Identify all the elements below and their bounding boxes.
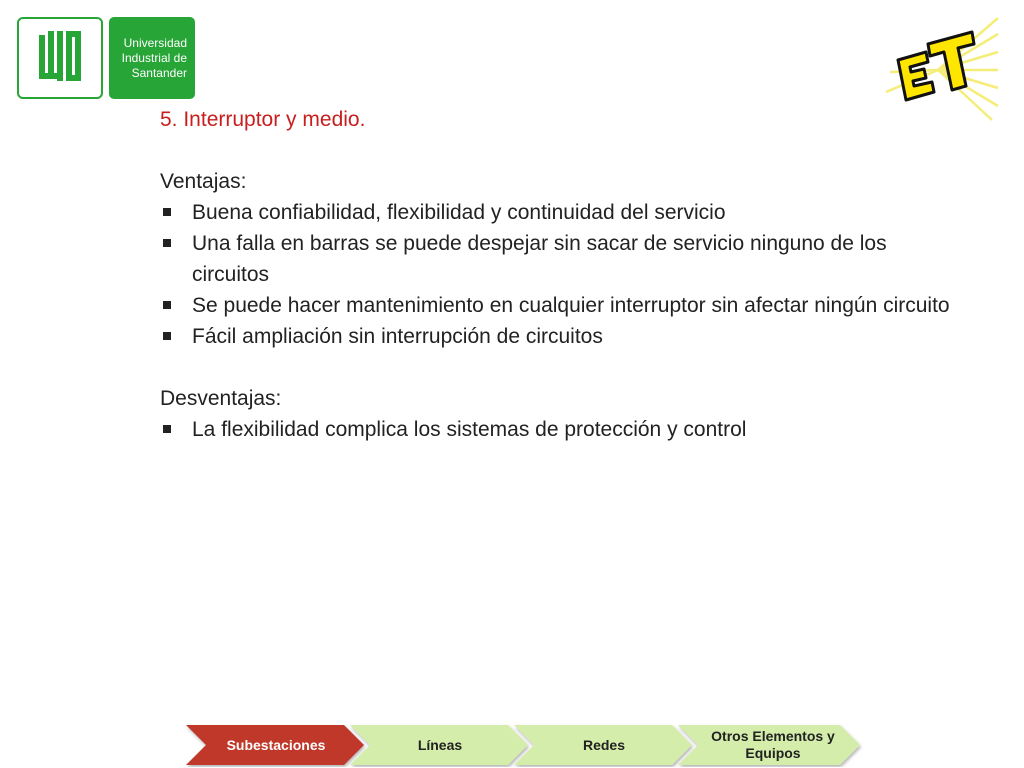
slide-content bbox=[160, 104, 950, 445]
list-item bbox=[160, 290, 950, 321]
square-bullet-icon bbox=[163, 332, 171, 340]
nav-item-lineas[interactable]: Líneas bbox=[417, 736, 463, 753]
advantages-list bbox=[160, 197, 950, 352]
nav-item-redes[interactable]: Redes bbox=[582, 736, 626, 753]
list-item bbox=[160, 321, 950, 352]
nav-item-subestaciones[interactable]: Subestaciones bbox=[226, 736, 326, 753]
slide-heading: 5. Interruptor y medio. bbox=[160, 108, 366, 131]
spacer bbox=[160, 135, 950, 166]
list-item-text: La flexibilidad complica los sistemas de protección y control bbox=[192, 418, 747, 441]
disadvantages-list bbox=[160, 414, 950, 445]
square-bullet-icon bbox=[163, 425, 171, 433]
square-bullet-icon bbox=[163, 301, 171, 309]
logo-line: Santander bbox=[131, 65, 187, 80]
list-item-text: Una falla en barras se puede despejar sin sacar de servicio ninguno de los circuitos bbox=[192, 232, 887, 286]
list-item bbox=[160, 228, 950, 290]
nav-item-otros[interactable]: Otros Elementos y Equipos bbox=[711, 728, 835, 761]
logo-line: Universidad bbox=[123, 35, 187, 50]
list-item-text: Se puede hacer mantenimiento en cualquier interruptor sin afectar ningún circuito bbox=[192, 294, 950, 317]
list-item-text: Buena confiabilidad, flexibilidad y continuidad del servicio bbox=[192, 201, 726, 224]
advantages-label: Ventajas: bbox=[160, 170, 247, 193]
square-bullet-icon bbox=[163, 239, 171, 247]
logo-line: Industrial de bbox=[121, 50, 187, 65]
spacer bbox=[160, 352, 950, 383]
uis-logo-text bbox=[109, 17, 195, 99]
uis-logo bbox=[17, 17, 195, 99]
section-nav bbox=[184, 723, 864, 767]
disadvantages-label: Desventajas: bbox=[160, 387, 282, 410]
list-item bbox=[160, 197, 950, 228]
list-item bbox=[160, 414, 950, 445]
list-item-text: Fácil ampliación sin interrupción de circuitos bbox=[192, 325, 603, 348]
square-bullet-icon bbox=[163, 208, 171, 216]
